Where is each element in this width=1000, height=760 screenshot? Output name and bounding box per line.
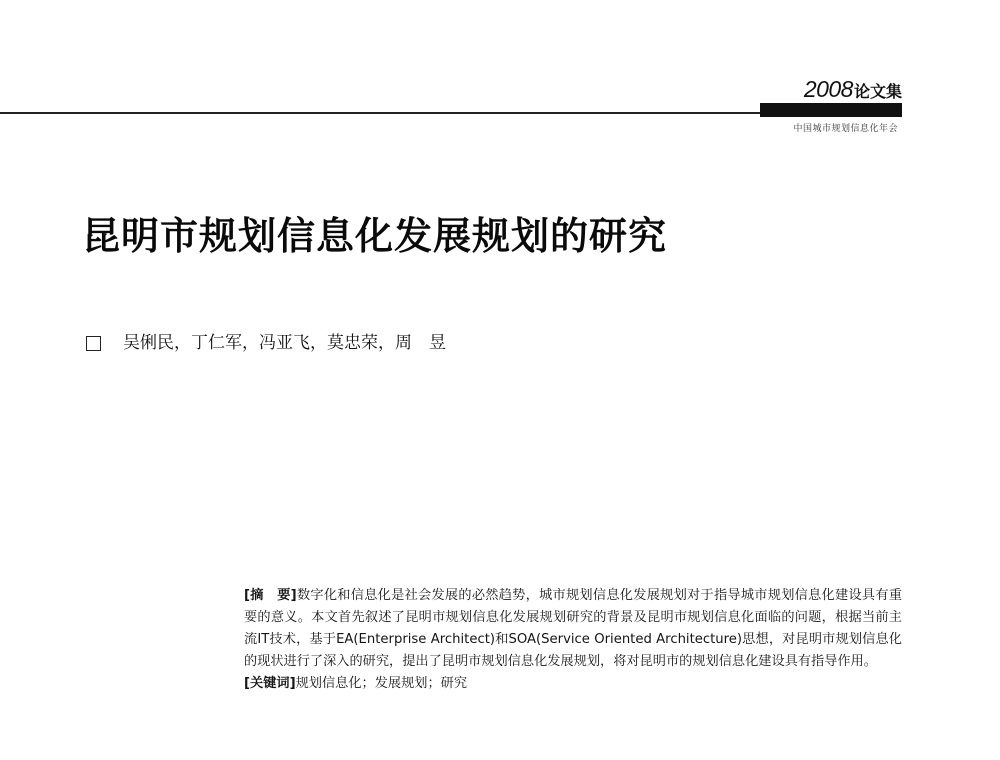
- abstract-label: [摘 要]: [244, 588, 297, 603]
- author-box-icon: [86, 336, 101, 351]
- paper-title: 昆明市规划信息化发展规划的研究: [82, 214, 668, 258]
- collection-title: [804, 78, 902, 103]
- authors: 吴俐民，丁仁军，冯亚飞，莫忠荣，周 昱: [123, 333, 446, 353]
- organization-name: 中国城市规划信息化年会: [793, 124, 898, 134]
- keywords: [244, 673, 902, 695]
- author-line: [86, 331, 446, 355]
- header-bar: [760, 103, 902, 117]
- collection-year: 2008: [803, 76, 853, 102]
- abstract-text: 数字化和信息化是社会发展的必然趋势，城市规划信息化发展规划对于指导城市规划信息化建设具有重要的意义。本文首先叙述了昆明市规划信息化发展规划研究的背景及昆明市规划信息化面临的问题，根据当前主流IT技术，基于EA(Enterprise Architect)和SOA(Service Oriented Architecture)思想，对昆明市规划信息化的现状进行了深入的研究，提出了昆明市规划信息化发展规划，将对昆明市的规划信息化建设具有指导作用。: [244, 588, 903, 669]
- keywords-label: [关键词]: [244, 676, 296, 691]
- abstract-block: [244, 585, 902, 695]
- header-rule: [0, 112, 770, 114]
- keywords-text: 规划信息化；发展规划；研究: [295, 676, 468, 691]
- collection-word: 论文集: [853, 82, 902, 101]
- abstract: [244, 585, 902, 673]
